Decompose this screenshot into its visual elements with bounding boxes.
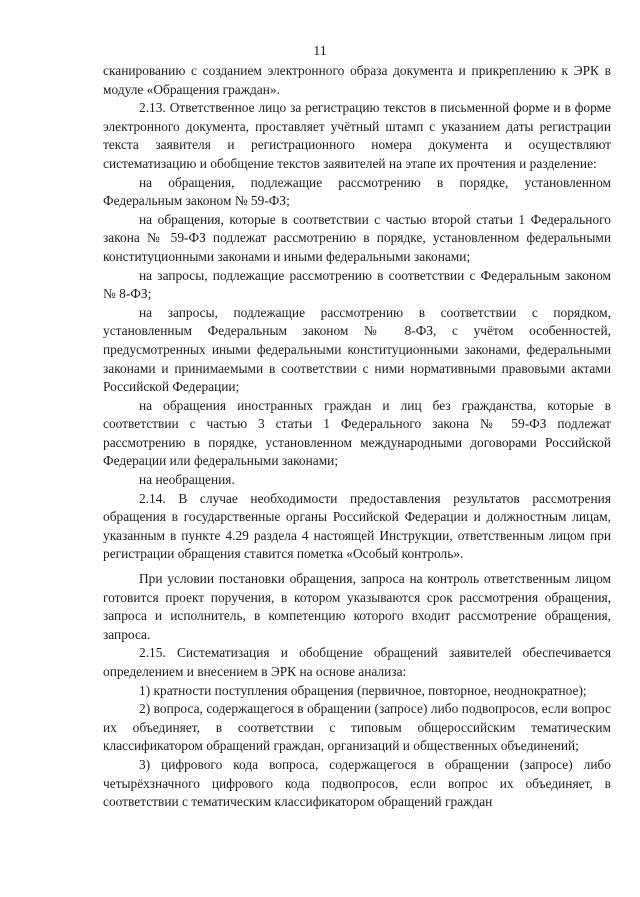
paragraph-2-14: 2.14. В случае необходимости предоставления результатов рассмотрения обращения в государственные органы Российской Федерации и должностным лицам, указанным в пункте 4.29 раздела 4 настоящей Инструкции, ответственным лицом при регистрации обращения ставится пометка «Особый контроль». bbox=[103, 490, 611, 562]
paragraph: на обращения, подлежащие рассмотрению в порядке, установленном Федеральным законом № 59-ФЗ; bbox=[103, 174, 611, 209]
paragraph: сканированию с созданием электронного образа документа и прикреплению к ЭРК в модуле «Обращения граждан». bbox=[103, 63, 611, 97]
paragraph-2-13: 2.13. Ответственное лицо за регистрацию текстов в письменной форме и в форме электронного документа, проставляет учётный штамп с указанием даты регистрации текста заявителя и регистрационного номера документа и осуществляют систематизацию и обобщение текстов заявителей на этапе их прочтения и разделение: bbox=[103, 100, 611, 171]
paragraph: на запросы, подлежащие рассмотрению в соответствии с порядком, установленным Федеральным законом № 8-ФЗ, с учётом особенностей, предусмотренных иными федеральными конституционными законами, федеральными законами и принимаемыми в соответствии с ними нормативными правовыми актами Российской Федерации; bbox=[103, 304, 611, 395]
paragraph: При условии постановки обращения, запроса на контроль ответственным лицом готовится проект поручения, в котором указываются срок рассмотрения обращения, запроса и исполнитель, в компетенцию которого входит рассмотрение обращения, запроса. bbox=[103, 571, 611, 642]
paragraph: на обращения, которые в соответствии с частью второй статьи 1 Федерального закона № 59-ФЗ подлежат рассмотрению в порядке, установленном федеральными конституционными законами и иными федеральными законами; bbox=[103, 211, 611, 264]
page-number: 11 bbox=[313, 44, 327, 59]
document-body bbox=[103, 62, 611, 812]
list-item: 1) кратности поступления обращения (первичное, повторное, неоднократное); bbox=[139, 682, 587, 698]
paragraph: на обращения иностранных граждан и лиц без гражданства, которые в соответствии с частью 3 статьи 1 Федерального закона № 59-ФЗ подлежат рассмотрению в порядке, установленном международными договорами Российской Федерации или федеральными законами; bbox=[103, 397, 611, 469]
paragraph-2-15: 2.15. Систематизация и обобщение обращений заявителей обеспечивается определением и внесением в ЭРК на основе анализа: bbox=[103, 645, 611, 679]
list-item: 3) цифрового кода вопроса, содержащегося в обращении (запросе) либо четырёхзначного цифрового кода подвопросов, если вопрос их объединяет, в соответствии с тематическим классификатором обращений граждан bbox=[103, 756, 611, 810]
paragraph: на необращения. bbox=[139, 472, 235, 488]
list-item: 2) вопроса, содержащегося в обращении (запросе) либо подвопросов, если вопрос их объединяет, в соответствии с типовым общероссийским тематическим классификатором обращений граждан, организаций и общественных объединений; bbox=[103, 701, 611, 754]
paragraph: на запросы, подлежащие рассмотрению в соответствии с Федеральным законом № 8-ФЗ; bbox=[103, 267, 611, 302]
